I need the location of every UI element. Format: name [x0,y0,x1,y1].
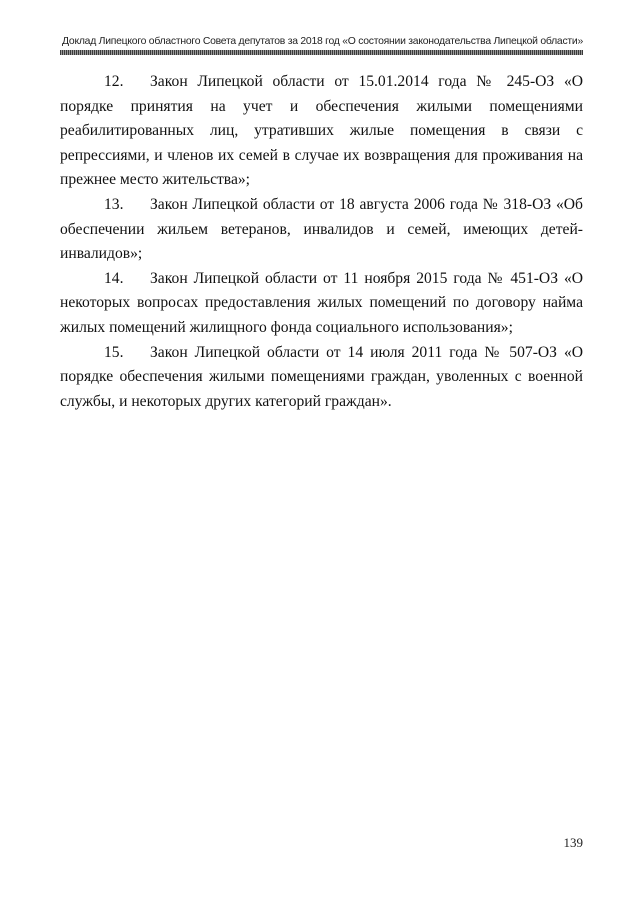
document-body [60,70,583,414]
list-item-12 [60,70,583,193]
running-header: Доклад Липецкого областного Совета депутатов за 2018 год «О состоянии законодательства Липецкой области» [62,36,583,47]
page-number: 139 [563,835,583,850]
item-text: Закон Липецкой области от 14 июля 2011 года № 507-ОЗ «О порядке обеспечения жилыми помещениями граждан, уволенных с военной службы, и некоторых других категорий граждан». [60,343,583,410]
item-number: 15. [104,343,124,361]
item-text: Закон Липецкой области от 11 ноября 2015 года № 451-ОЗ «О некоторых вопросах предоставления жилых помещений по договору найма жилых помещений жилищного фонда социального использования»; [60,269,583,336]
item-number: 14. [104,269,124,287]
item-text: Закон Липецкой области от 18 августа 2006 года № 318-ОЗ «Об обеспечении жильем ветеранов, инвалидов и семей, имеющих детей-инвалидов»; [60,195,583,263]
item-number: 12. [104,73,124,90]
item-text: Закон Липецкой области от 15.01.2014 года № 245-ОЗ «О порядке принятия на учет и обеспечения жилыми помещениями реабилитированных лиц, утративших жилые помещения в связи с репрессиями, и членов их семей в случае их возвращения для проживания на прежнее место жительства»; [60,73,583,189]
list-item-13 [60,193,583,267]
header-divider [60,50,583,55]
list-item-15 [60,341,583,415]
list-item-14 [60,267,583,341]
item-number: 13. [104,195,124,213]
